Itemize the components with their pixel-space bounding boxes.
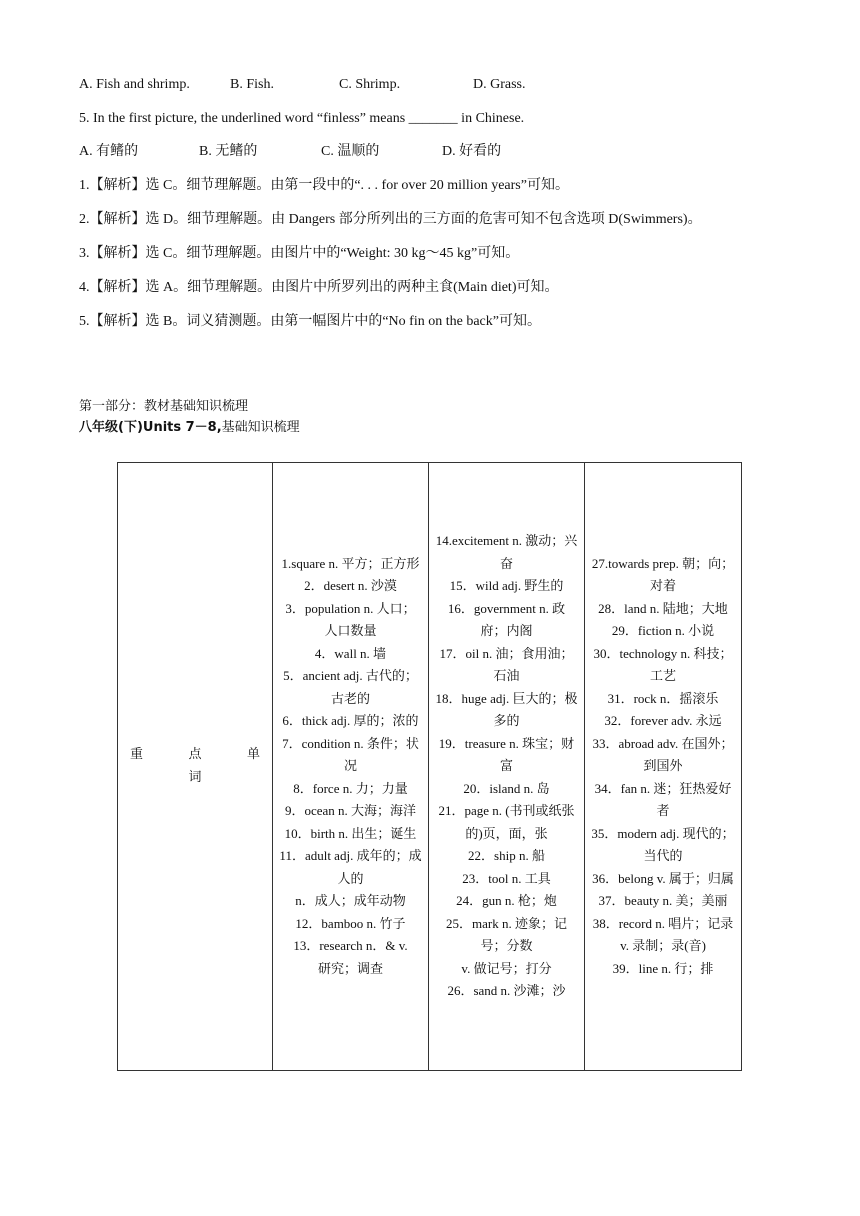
- q5-option-b: B. 无鳍的: [199, 144, 258, 159]
- q4-option-b: B. Fish.: [230, 77, 274, 92]
- answer-5: 5.【解析】选 B。词义猜测题。由第一幅图片中的“No fin on the back”可知。: [79, 314, 541, 329]
- q4-option-d: D. Grass.: [473, 77, 526, 92]
- answer-3: 3.【解析】选 C。细节理解题。由图片中的“Weight: 30 kg～45 kg”可知。: [79, 246, 520, 261]
- q5-option-a: A. 有鳍的: [79, 144, 139, 159]
- vocab-entry: 30．technology n. 科技；工艺: [593, 645, 733, 684]
- category-char: 点: [188, 747, 202, 762]
- vocab-entry: 31．rock n．摇滚乐: [607, 690, 719, 706]
- vocab-entry: 20．island n. 岛: [463, 780, 550, 796]
- vocab-entry: 7．condition n. 条件；状况: [282, 735, 419, 774]
- q5-option-c: C. 温顺的: [321, 144, 380, 159]
- vocab-entry: 26．sand n. 沙滩；沙: [447, 983, 566, 999]
- answer-1: 1.【解析】选 C。细节理解题。由第一段中的“. . . for over 20 million years”可知。: [79, 178, 569, 193]
- vocab-entry: 12．bamboo n. 竹子: [295, 915, 406, 931]
- vocab-entry: 4．wall n. 墙: [314, 645, 387, 661]
- vocab-entry: 13．research n．& v.: [293, 938, 408, 954]
- vocab-column-2: [429, 463, 585, 1071]
- category-char: 词: [188, 769, 202, 785]
- vocab-entry: 1.square n. 平方；正方形: [281, 555, 420, 571]
- q4-option-c: C. Shrimp.: [339, 77, 401, 92]
- answer-4: 4.【解析】选 A。细节理解题。由图片中所罗列出的两种主食(Main diet)可知。: [79, 280, 559, 295]
- vocab-entry: 15．wild adj. 野生的: [449, 578, 564, 594]
- vocab-entry: 33．abroad adv. 在国外；到国外: [592, 735, 734, 774]
- answer-2: 2.【解析】选 D。细节理解题。由 Dangers 部分所列出的三方面的危害可知不包含选项 D(Swimmers)。: [79, 212, 702, 227]
- vocabulary-table: [117, 462, 742, 1071]
- vocab-entry: 8．force n. 力；力量: [293, 780, 408, 796]
- vocab-entry: 5．ancient adj. 古代的；古老的: [283, 668, 418, 706]
- vocab-entry: 27.towards prep. 朝；向；对着: [591, 555, 735, 594]
- vocab-entry: 18．huge adj. 巨大的；极多的: [435, 690, 578, 729]
- vocab-entry: 34．fan n. 迷；狂热爱好者: [594, 780, 732, 819]
- vocab-entry: 32．forever adv. 永远: [604, 713, 722, 729]
- category-char: 重: [130, 747, 144, 762]
- vocab-entry: 9．ocean n. 大海；海洋: [284, 803, 417, 819]
- vocab-entry: 38．record n. 唱片；记录: [592, 915, 734, 931]
- vocab-entry: 36．belong v. 属于；归属: [592, 870, 734, 886]
- unit-title: [79, 419, 300, 437]
- vocab-entry: 35．modern adj. 现代的；当代的: [591, 825, 735, 864]
- q4-options: [79, 76, 526, 94]
- vocab-entry: 11．adult adj. 成年的；成人的: [279, 848, 422, 886]
- vocab-entry: 3．population n. 人口；人口数量: [285, 600, 416, 639]
- vocab-column-1: [273, 463, 429, 1071]
- vocab-entry: 10．birth n. 出生；诞生: [284, 825, 417, 841]
- q5-option-d: D. 好看的: [442, 144, 502, 159]
- vocab-entry: 21．page n. (书刊或纸张的)页，面，张: [438, 803, 575, 841]
- category-char: 单: [246, 747, 260, 762]
- vocab-entry: 39．line n. 行；排: [612, 960, 714, 976]
- vocab-entry: 14.excitement n. 激动；兴奋: [435, 533, 578, 571]
- vocab-entry: 17．oil n. 油；食用油；石油: [439, 645, 574, 684]
- vocab-entry: 22．ship n. 船: [468, 848, 545, 864]
- vocab-entry: 28．land n. 陆地；大地: [598, 600, 728, 616]
- unit-title-rest: 基础知识梳理: [221, 420, 300, 435]
- unit-title-bold: 八年级(下)Units 7－8,: [79, 420, 222, 435]
- vocab-column-3: [585, 463, 742, 1071]
- vocab-entry: 研究；调查: [317, 960, 383, 976]
- vocab-entry: 24．gun n. 枪；炮: [456, 893, 557, 909]
- q5-options: [79, 143, 501, 161]
- vocab-entry: 16．government n. 政府；内阁: [447, 600, 566, 639]
- category-cell: [118, 463, 273, 1071]
- section-label: 第一部分：教材基础知识梳理: [79, 399, 249, 414]
- vocab-entry: 25．mark n. 迹象；记号；分数: [446, 915, 567, 954]
- vocab-entry: 29．fiction n. 小说: [611, 623, 715, 639]
- vocab-entry: 19．treasure n. 珠宝；财富: [438, 735, 575, 774]
- vocab-entry: 37．beauty n. 美；美丽: [598, 893, 728, 909]
- vocab-entry: 6．thick adj. 厚的；浓的: [282, 713, 419, 729]
- vocab-entry: 2．desert n. 沙漠: [304, 578, 397, 594]
- vocab-entry: v. 做记号；打分: [461, 960, 552, 976]
- q5-question: 5. In the first picture, the underlined word “finless” means _______ in Chinese.: [79, 111, 525, 126]
- vocab-entry: n．成人；成年动物: [295, 893, 406, 909]
- vocab-entry: v. 录制；录(音): [620, 938, 706, 954]
- vocab-entry: 23．tool n. 工具: [462, 870, 551, 886]
- q4-option-a: A. Fish and shrimp.: [79, 77, 190, 92]
